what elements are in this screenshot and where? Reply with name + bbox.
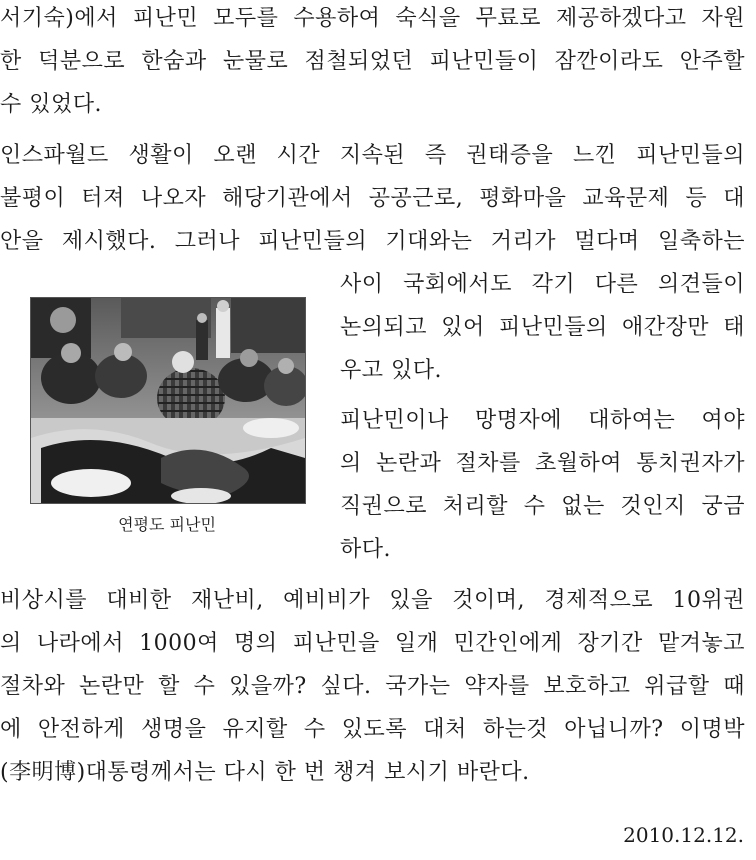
text-line: 에 안전하게 생명을 유지할 수 있도록 대처 하는것 아닙니까? 이명박 [0, 717, 745, 742]
text-line: 서기숙)에서 피난민 모두를 수용하여 숙식을 무료로 제공하겠다고 자원 [0, 6, 745, 31]
photo-illustration [31, 298, 305, 503]
text-line: 하다. [340, 537, 391, 562]
text-line: 비상시를 대비한 재난비, 예비비가 있을 것이며, 경제적으로 10위권 [0, 588, 745, 613]
text-line: 사이 국회에서도 각기 다른 의견들이 [340, 272, 745, 297]
text-line: 피난민이나 망명자에 대하여는 여야 [340, 408, 745, 433]
publication-date: 2010.12.12. [623, 823, 744, 847]
text-line: 의 논란과 절차를 초월하여 통치권자가 [340, 451, 745, 476]
photo-caption: 연평도 피난민 [118, 515, 216, 534]
text-line: 안을 제시했다. 그러나 피난민들의 기대와는 거리가 멀다며 일축하는 [0, 229, 745, 254]
text-line: 인스파월드 생활이 오랜 시간 지속된 즉 권태증을 느낀 피난민들의 [0, 143, 745, 168]
text-line: 절차와 논란만 할 수 있을까? 싶다. 국가는 약자를 보호하고 위급할 때 [0, 674, 745, 699]
text-line: 우고 있다. [340, 358, 442, 383]
refugee-photo [30, 297, 306, 504]
text-line: 불평이 터져 나오자 해당기관에서 공공근로, 평화마을 교육문제 등 대 [0, 186, 745, 211]
text-line: 한 덕분으로 한숨과 눈물로 점철되었던 피난민들이 잠깐이라도 안주할 [0, 49, 745, 74]
text-line: 논의되고 있어 피난민들의 애간장만 태 [340, 315, 745, 340]
text-line: 수 있었다. [0, 92, 102, 117]
text-line: 의 나라에서 1000여 명의 피난민을 일개 민간인에게 장기간 맡겨놓고 [0, 631, 745, 656]
text-line: 직권으로 처리할 수 없는 것인지 궁금 [340, 494, 745, 519]
text-line: (李明博)대통령께서는 다시 한 번 챙겨 보시기 바란다. [0, 760, 530, 785]
